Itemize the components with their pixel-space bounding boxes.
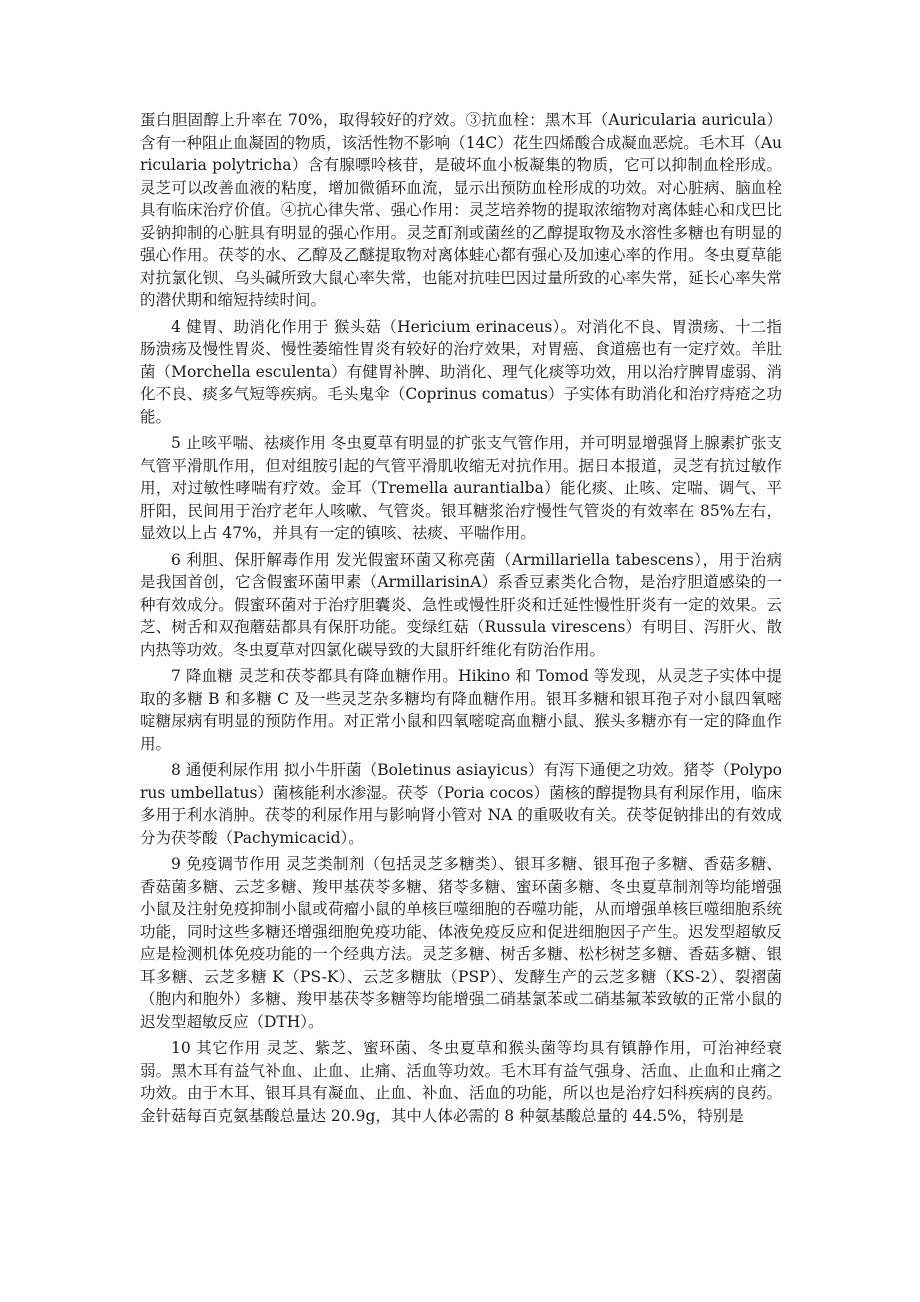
paragraph-section-6: 6 利胆、保肝解毒作用 发光假蜜环菌又称亮菌（Armillariella tabescens），用于治病是我国首创，它含假蜜环菌甲素（ArmillarisinA）系香豆素类化合物，是治疗胆道感染的一种有效成分。假蜜环菌对于治疗胆囊炎、急性或慢性肝炎和迁延性慢性肝炎有一定的效果。云芝、树舌和双孢蘑菇都具有保肝功能。变绿红菇（Russula virescens）有明目、泻肝火、散内热等功效。冬虫夏草对四氯化碳导致的大鼠肝纤维化有防治作用。: [140, 550, 782, 659]
document-body: [140, 109, 782, 1131]
paragraph-section-4: 4 健胃、助消化作用于 猴头菇（Hericium erinaceus）。对消化不良、胃溃疡、十二指肠溃疡及慢性胃炎、慢性萎缩性胃炎有较好的治疗效果，对胃癌、食道癌也有一定疗效。羊肚菌（Morchella esculenta）有健胃补脾、助消化、理气化痰等功效，用以治疗脾胃虚弱、消化不良、痰多气短等疾病。毛头鬼伞（Coprinus comatus）子实体有助消化和治疗痔疮之功能。: [140, 317, 782, 426]
paragraph-section-5: 5 止咳平喘、祛痰作用 冬虫夏草有明显的扩张支气管作用，并可明显增强肾上腺素扩张支气管平滑肌作用，但对组胺引起的气管平滑肌收缩无对抗作用。据日本报道，灵芝有抗过敏作用，对过敏性哮喘有疗效。金耳（Tremella aurantialba）能化痰、止咳、定喘、调气、平肝阳，民间用于治疗老年人咳嗽、气管炎。银耳糖浆治疗慢性气管炎的有效率在 85%左右，显效以上占 47%，并具有一定的镇咳、祛痰、平喘作用。: [140, 434, 782, 542]
paragraph-section-9: 9 免疫调节作用 灵芝类制剂（包括灵芝多糖类）、银耳多糖、银耳孢子多糖、香菇多糖、香菇菌多糖、云芝多糖、羧甲基茯苓多糖、猪苓多糖、蜜环菌多糖、冬虫夏草制剂等均能增强小鼠及注射免疫抑制小鼠或荷瘤小鼠的单核巨噬细胞的吞噬功能，从而增强单核巨噬细胞系统功能，同时这些多糖还增强细胞免疫功能、体液免疫反应和促进细胞因子产生。迟发型超敏反应是检测机体免疫功能的一个经典方法。灵芝多糖、树舌多糖、松杉树芝多糖、香菇多糖、银耳多糖、云芝多糖 K（PS-K）、云芝多糖肽（PSP）、发酵生产的云芝多糖（KS-2）、裂褶菌（胞内和胞外）多糖、羧甲基茯苓多糖等均能增强二硝基氯苯或二硝基氟苯致敏的正常小鼠的迟发型超敏反应（DTH）。: [140, 855, 782, 1031]
paragraph-section-8: 8 通便利尿作用 拟小牛肝菌（Boletinus asiayicus）有泻下通便之功效。猪苓（Polyporus umbellatus）菌核能利水渗湿。茯苓（Poria cocos）菌核的醇提物具有利尿作用，临床多用于利水消肿。茯苓的利尿作用与影响肾小管对 NA 的重吸收有关。茯苓促钠排出的有效成分为茯苓酸（Pachymicacid）。: [140, 761, 782, 847]
paragraph-section-10: 10 其它作用 灵芝、紫芝、蜜环菌、冬虫夏草和猴头菌等均具有镇静作用，可治神经衰弱。黑木耳有益气补血、止血、止痛、活血等功效。毛木耳有益气强身、活血、止血和止痛之功效。由于木耳、银耳具有凝血、止血、补血、活血的功能，所以也是治疗妇科疾病的良药。金针菇每百克氨基酸总量达 20.9g，其中人体必需的 8 种氨基酸总量的 44.5%，特别是: [140, 1039, 782, 1125]
paragraph-section-7: 7 降血糖 灵芝和茯苓都具有降血糖作用。Hikino 和 Tomod 等发现，从灵芝子实体中提取的多糖 B 和多糖 C 及一些灵芝杂多糖均有降血糖作用。银耳多糖和银耳孢子对小鼠四氧嘧啶糖尿病有明显的预防作用。对正常小鼠和四氧嘧啶高血糖小鼠、猴头多糖亦有一定的降血作用。: [140, 667, 782, 753]
paragraph-continuation: 蛋白胆固醇上升率在 70%，取得较好的疗效。③抗血栓：黑木耳（Auricularia auricula）含有一种阻止血凝固的物质，该活性物不影响（14C）花生四烯酸合成凝血恶烷。毛木耳（Auricularia polytricha）含有腺嘌呤核苷，是破坏血小板凝集的物质，它可以抑制血栓形成。灵芝可以改善血液的粘度，增加微循环血流，显示出预防血栓形成的功效。对心脏病、脑血栓具有临床治疗价值。④抗心律失常、强心作用：灵芝培养物的提取浓缩物对离体蛙心和戊巴比妥钠抑制的心脏具有明显的强心作用。灵芝酊剂或菌丝的乙醇提取物及水溶性多糖也有明显的强心作用。茯苓的水、乙醇及乙醚提取物对离体蛙心都有强心及加速心率的作用。冬虫夏草能对抗氯化钡、乌头碱所致大鼠心率失常，也能对抗哇巴因过量所致的心率失常，延长心率失常的潜伏期和缩短持续时间。: [140, 111, 782, 309]
